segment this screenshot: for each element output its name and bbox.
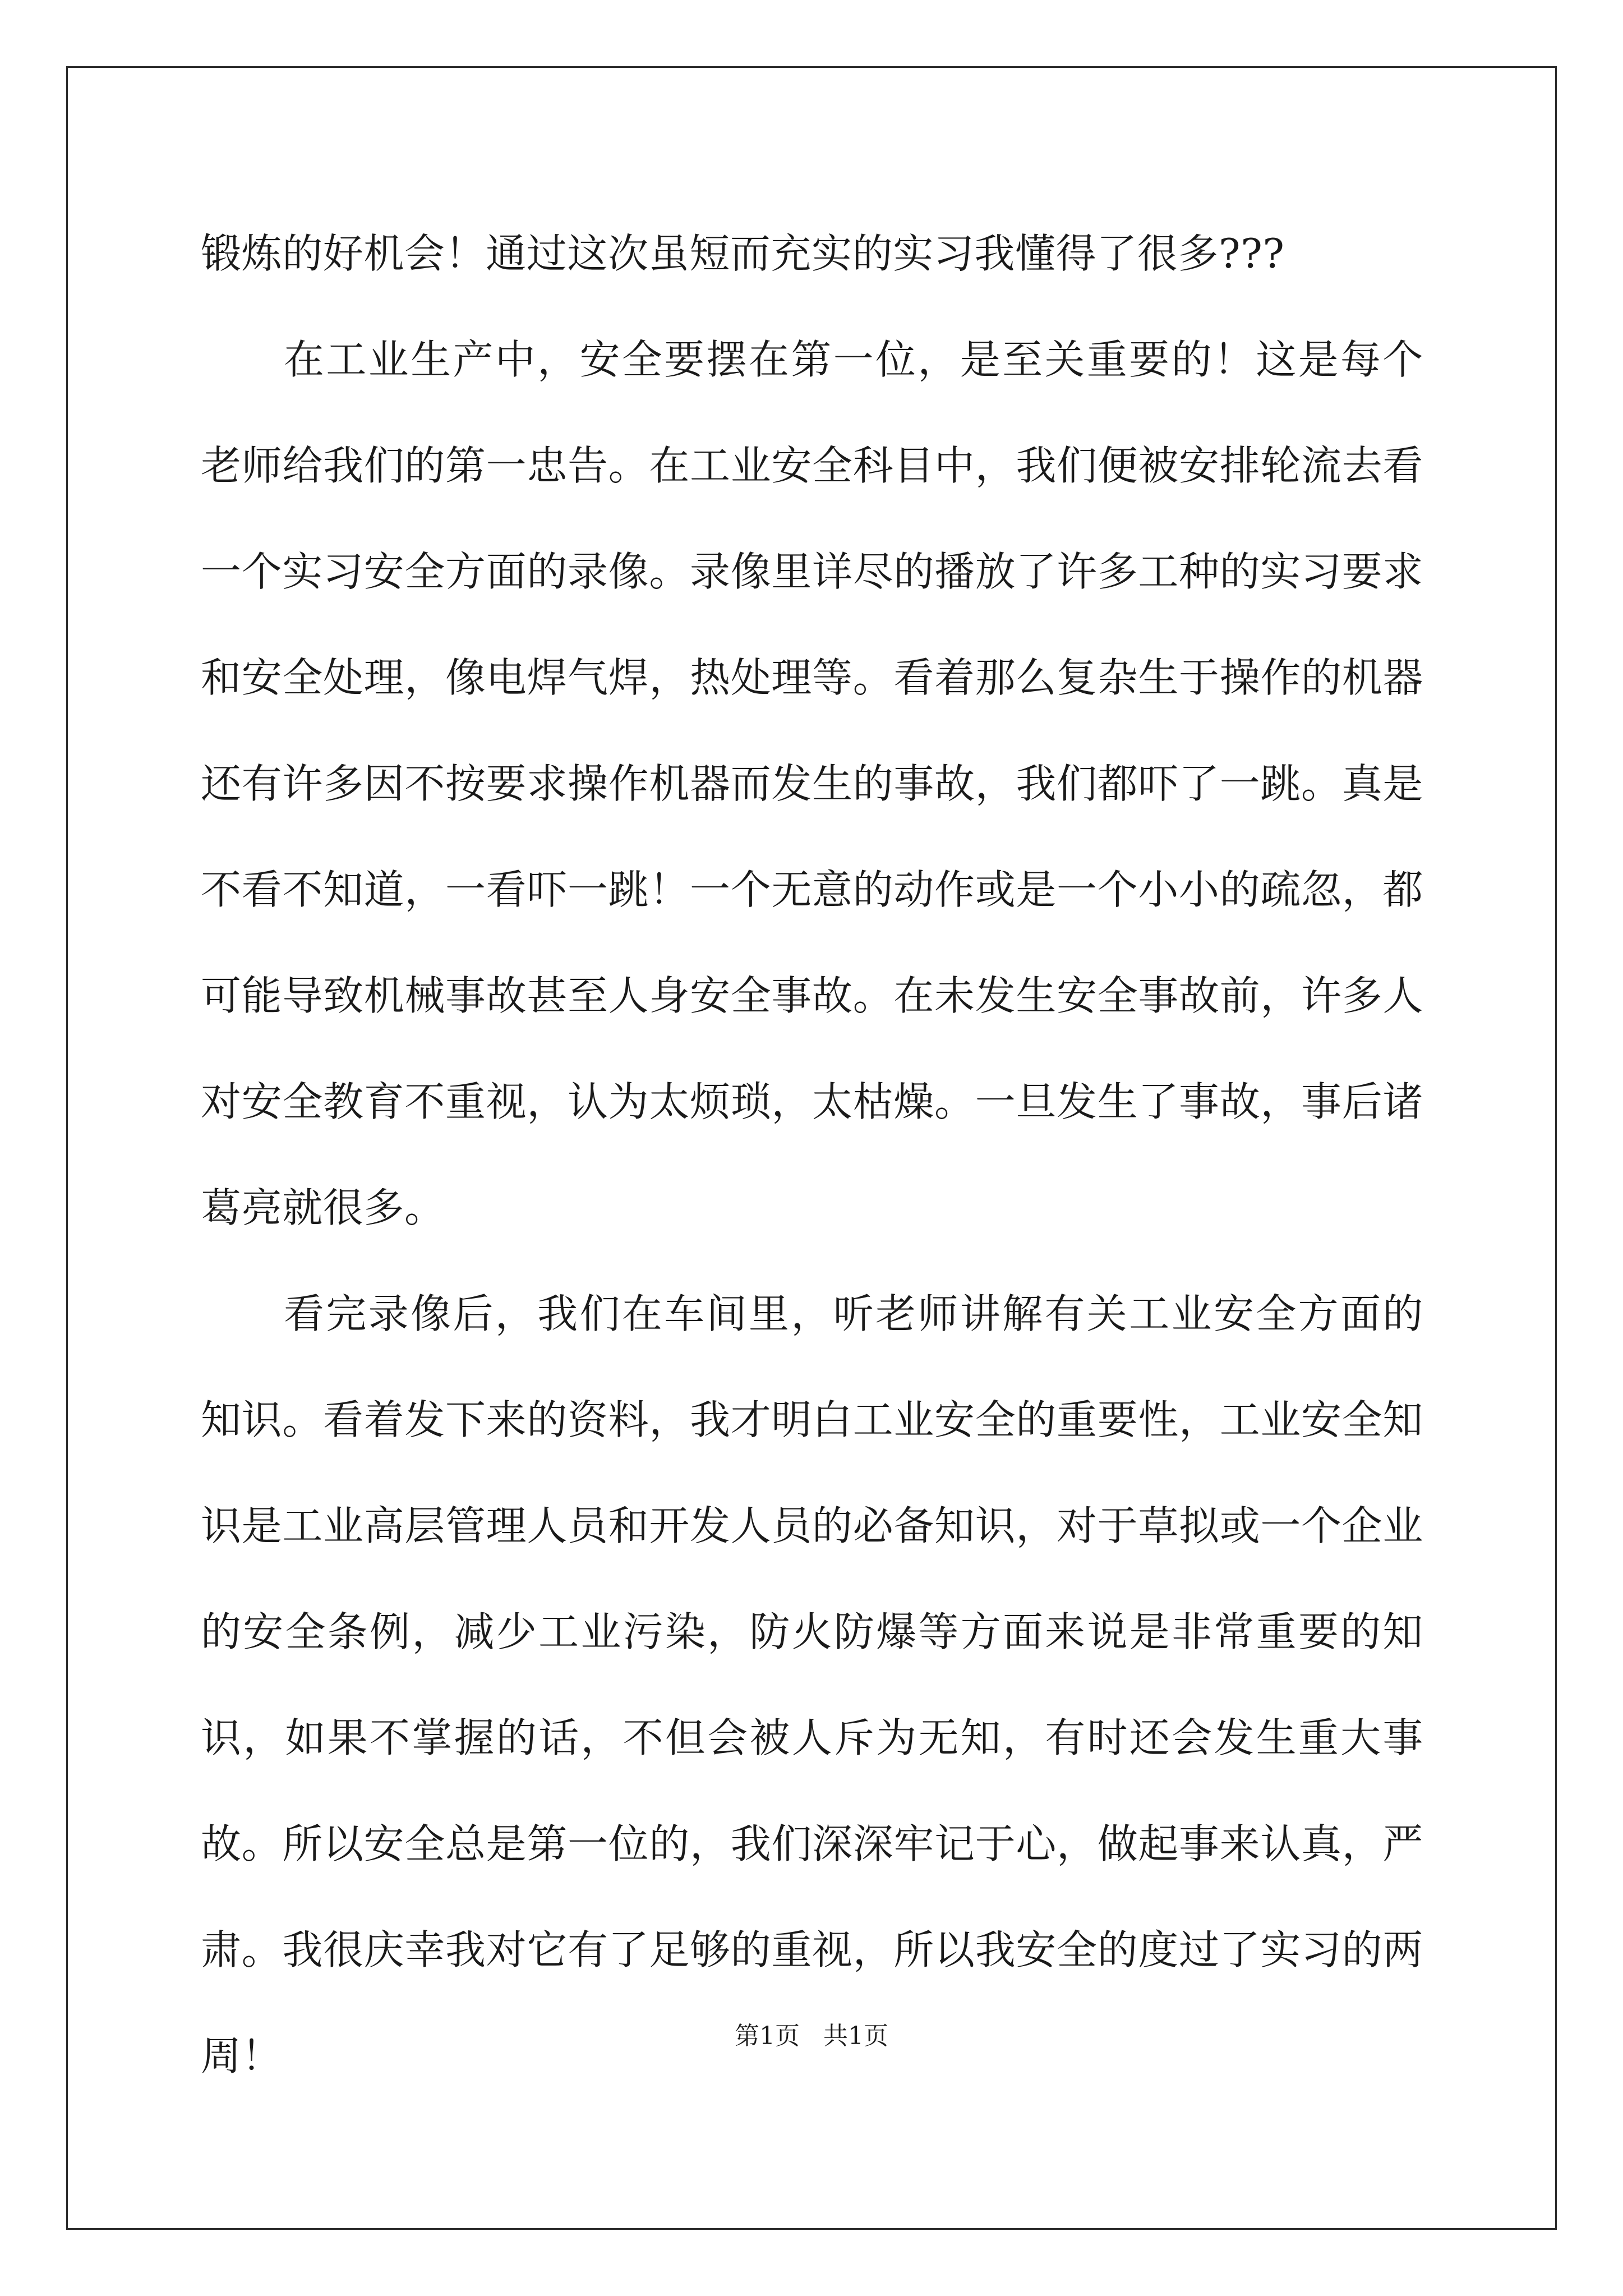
paragraph-1: 锻炼的好机会！通过这次虽短而充实的实习我懂得了很多???: [201, 230, 1285, 277]
document-body: [201, 201, 1423, 2109]
paragraph-3: 看完录像后，我们在车间里，听老师讲解有关工业安全方面的知识。看着发下来的资料，我才明白工业安全的重要性，工业安全知识是工业高层管理人员和开发人员的必备知识，对于草拟或一个企业的安全条例，减少工业污染，防火防爆等方面来说是非常重要的知识，如果不掌握的话，不但会被人斥为无知，有时还会发生重大事故。所以安全总是第一位的，我们深深牢记于心，做起事来认真，严肃。我很庆幸我对它有了足够的重视，所以我安全的度过了实习的两周！: [201, 1290, 1423, 2079]
page-footer: 第1页 共1页: [735, 2022, 888, 2050]
paragraph-2: 在工业生产中，安全要摆在第一位，是至关重要的！这是每个老师给我们的第一忠告。在工业安全科目中，我们便被安排轮流去看一个实习安全方面的录像。录像里详尽的播放了许多工种的实习要求和安全处理，像电焊气焊，热处理等。看着那么复杂生于操作的机器还有许多因不按要求操作机器而发生的事故，我们都吓了一跳。真是不看不知道，一看吓一跳！一个无意的动作或是一个小小的疏忽，都可能导致机械事故甚至人身安全事故。在未发生安全事故前，许多人对安全教育不重视，认为太烦琐，太枯燥。一旦发生了事故，事后诸葛亮就很多。: [201, 336, 1423, 1231]
